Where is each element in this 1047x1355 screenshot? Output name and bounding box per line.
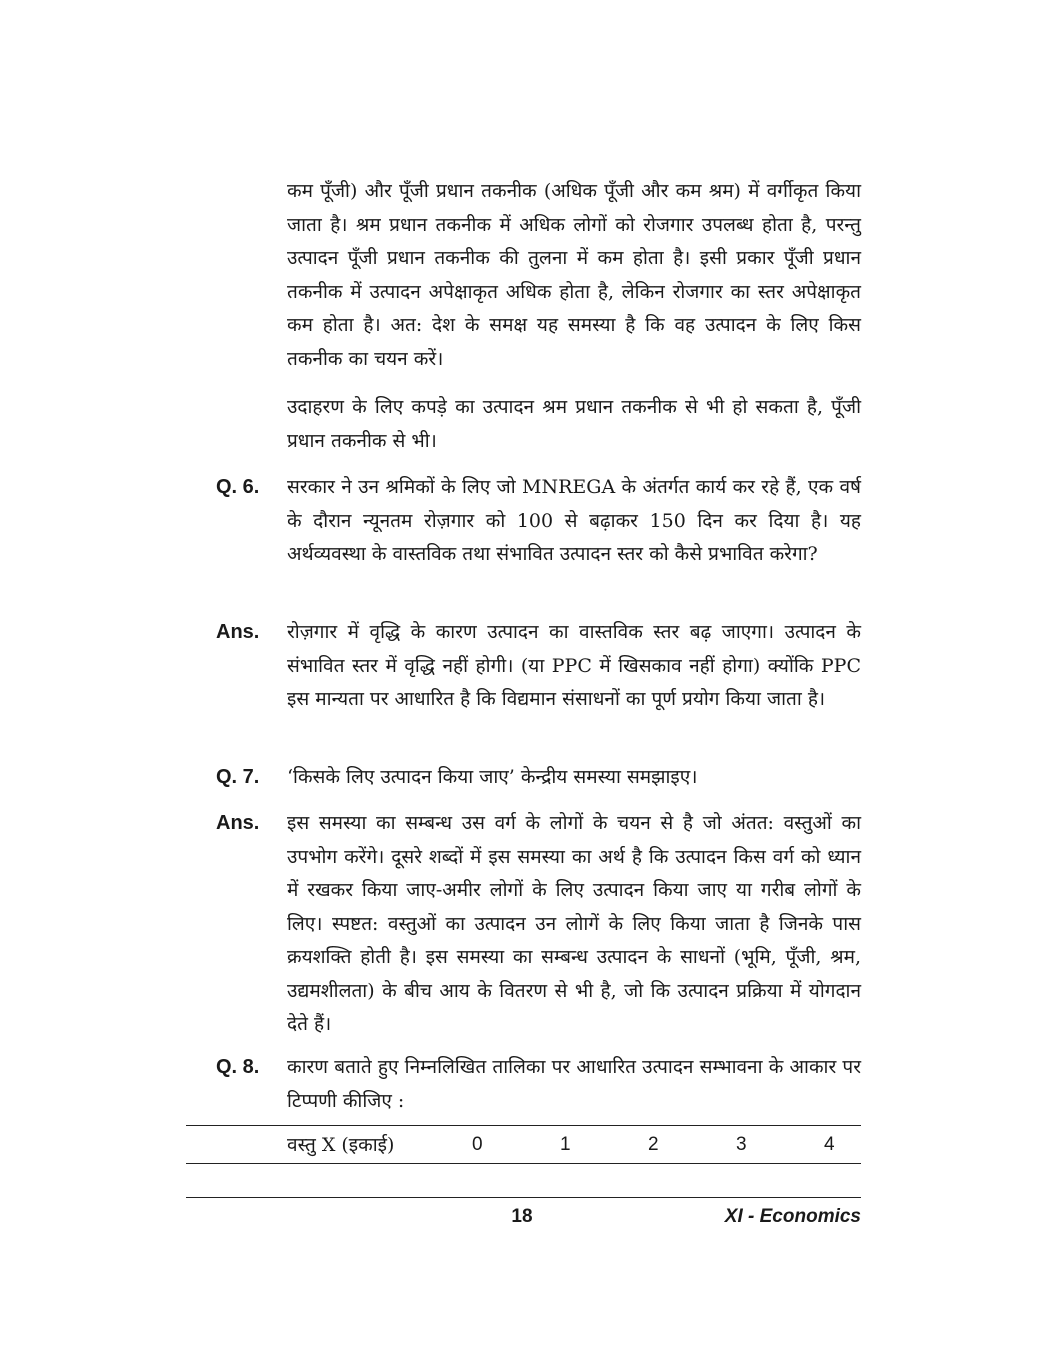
question-label: Q. 7. — [216, 766, 260, 788]
answer-text: इस समस्या का सम्बन्ध उस वर्ग के लोगों के चयन से है जो अंतत: वस्तुओं का उपभोग करेंगे। दूसरे शब्दों में इस समस्या का अर्थ है कि उत्पादन किस वर्ग को ध्यान में रखकर किया जाए-अमीर लोगों के लिए उत्पादन किया जाए या गरीब लोगों के लिए। स्पष्टत: वस्तुओं का उत्पादन उन लोागें के लिए किया जाता है जिनके पास क्रयशक्ति होती है। इस समस्या का सम्बन्ध उत्पादन के साधनों (भूमि, पूँजी, श्रम, उद्यमशीलता) के बीच आय के वितरण से भी है, जो कि उत्पादन प्रक्रिया में योगदान देते हैं। — [287, 812, 861, 1035]
question-text: सरकार ने उन श्रमिकों के लिए जो MNREGA के अंतर्गत कार्य कर रहे हैं, एक वर्ष के दौरान न्यूनतम रोज़गार को 100 से बढ़ाकर 150 दिन कर दिया है। यह अर्थव्यवस्था के वास्तविक तथा संभावित उत्पादन स्तर को कैसे प्रभावित करेगा? — [287, 476, 861, 565]
question-text: कारण बताते हुए निम्नलिखित तालिका पर आधारित उत्पादन सम्भावना के आकार पर टिप्पणी कीजिए : — [287, 1056, 861, 1112]
question-label: Q. 6. — [216, 476, 260, 498]
table-row-label: वस्तु X (इकाई) — [287, 1134, 395, 1156]
table-cell: 4 — [824, 1134, 835, 1155]
footer-title: XI - Economics — [724, 1206, 861, 1227]
answer-label: Ans. — [216, 621, 260, 643]
footer-rule — [186, 1197, 861, 1198]
answer-text: रोज़गार में वृद्धि के कारण उत्पादन का वास्तविक स्तर बढ़ जाएगा। उत्पादन के संभावित स्तर में वृद्धि नहीं होगी। (या PPC में खिसकाव नहीं होगा) क्योंकि PPC इस मान्यता पर आधारित है कि विद्यमान संसाधनों का पूर्ण प्रयोग किया जाता है। — [287, 621, 861, 710]
question-text: ‘किसके लिए उत्पादन किया जाए’ केन्द्रीय समस्या समझाइए। — [287, 766, 698, 788]
answer-label: Ans. — [216, 812, 260, 834]
question-label: Q. 8. — [216, 1056, 260, 1078]
table-cell: 1 — [560, 1134, 571, 1155]
table-cell: 0 — [472, 1134, 483, 1155]
page-number: 18 — [511, 1206, 533, 1227]
intro-paragraph-1: कम पूँजी) और पूँजी प्रधान तकनीक (अधिक पूँजी और कम श्रम) में वर्गीकृत किया जाता है। श्रम प्रधान तकनीक में अधिक लोगों को रोजगार उपलब्ध होता है, परन्तु उत्पादन पूँजी प्रधान तकनीक की तुलना में कम होता है। इसी प्रकार पूँजी प्रधान तकनीक में उत्पादन अपेक्षाकृत अधिक होता है, लेकिन रोजगार का स्तर अपेक्षाकृत कम होता है। अत: देश के समक्ष यह समस्या है कि वह उत्पादन के लिए किस तकनीक का चयन करें। — [287, 180, 861, 370]
table-header-rule — [186, 1163, 861, 1164]
table-top-rule — [186, 1125, 861, 1126]
table-row — [186, 1131, 861, 1159]
table-cell: 3 — [736, 1134, 747, 1155]
intro-paragraph-2: उदाहरण के लिए कपड़े का उत्पादन श्रम प्रधान तकनीक से भी हो सकता है, पूँजी प्रधान तकनीक से भी। — [287, 396, 861, 452]
table-cell: 2 — [648, 1134, 659, 1155]
